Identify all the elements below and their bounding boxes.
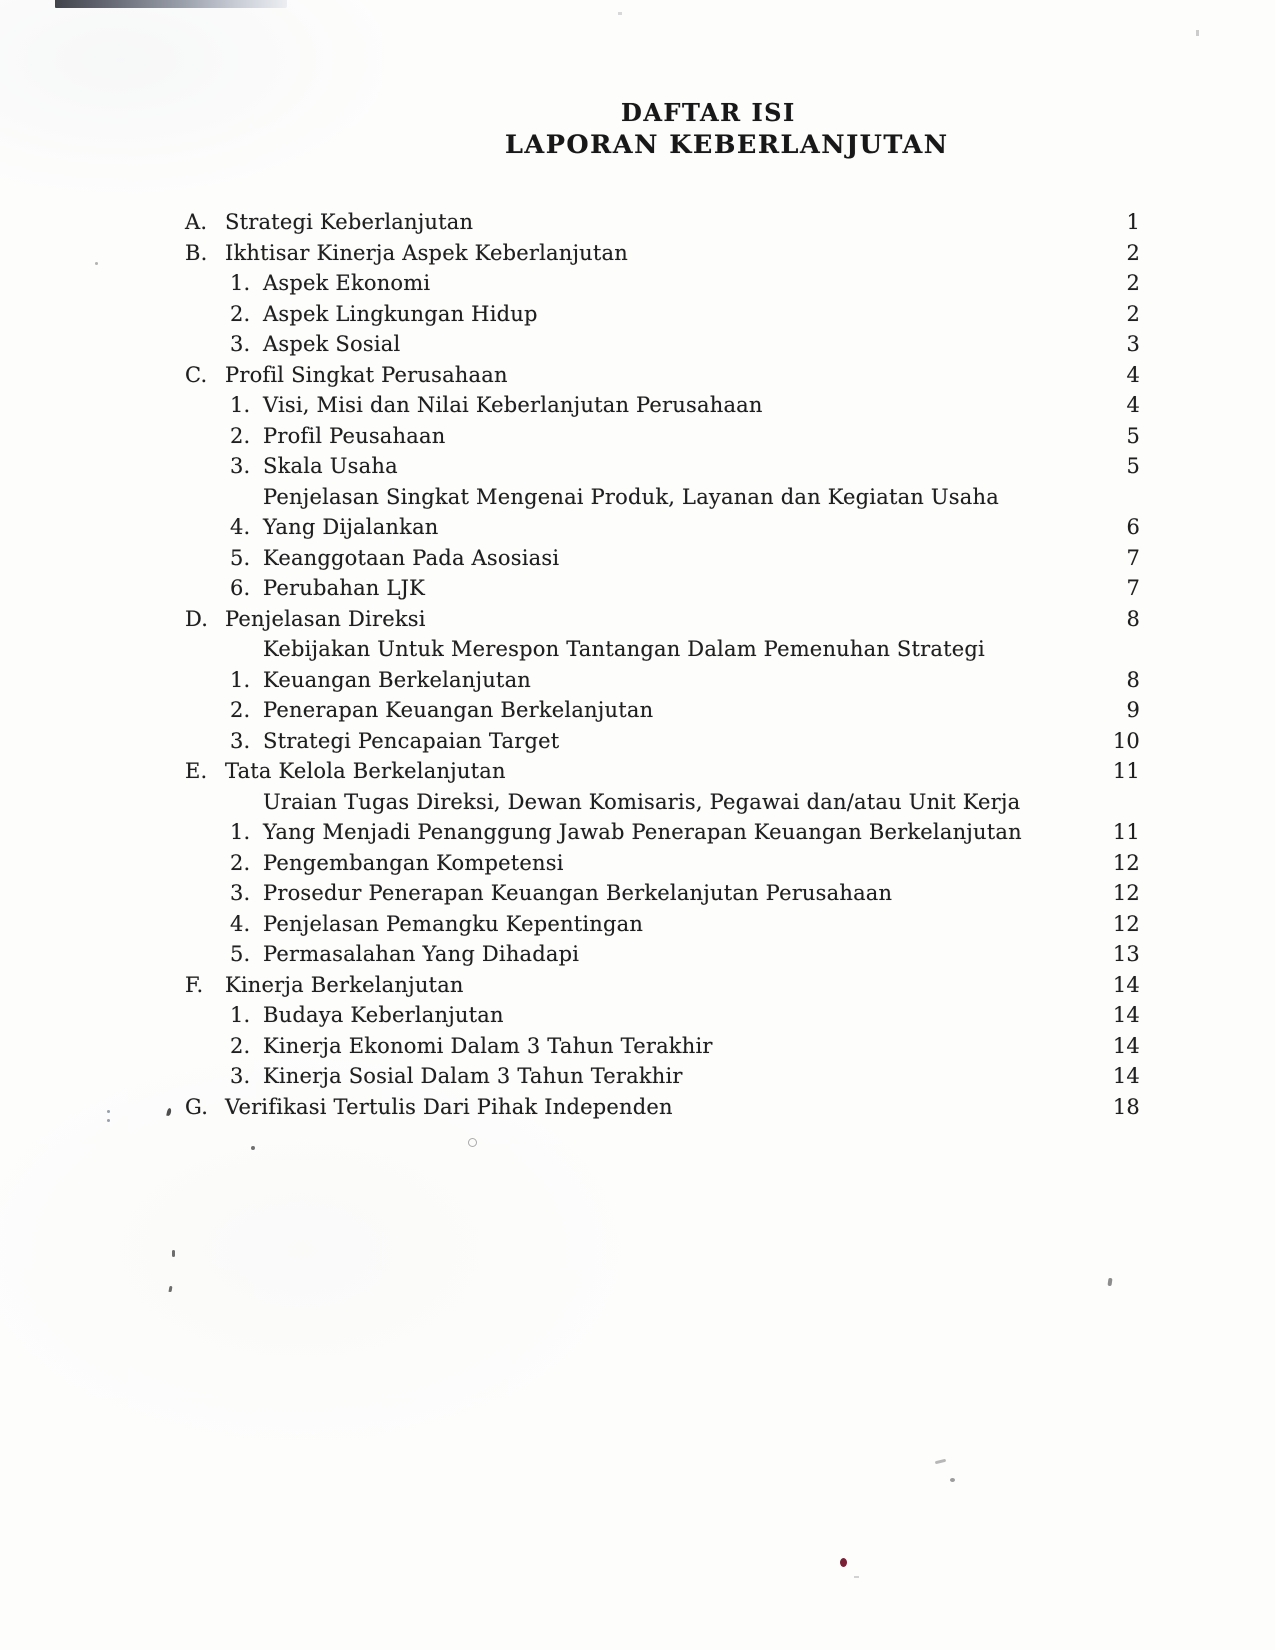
toc-entry-marker: 2.: [230, 301, 251, 326]
toc-entry: [185, 451, 1140, 482]
toc-entry-page: 2: [1126, 240, 1140, 265]
toc-entry-marker: 1.: [230, 820, 251, 844]
toc-entry-line: Penjelasan Singkat Mengenai Produk, Layanan dan Kegiatan Usaha: [263, 484, 999, 509]
toc-entry-marker: 3.: [230, 1064, 251, 1088]
toc-entry-page: 6: [1126, 515, 1140, 539]
toc-entry-page: 3: [1126, 332, 1140, 356]
toc-entry-line: Penjelasan Direksi: [225, 606, 426, 631]
toc-entry-page: 2: [1126, 301, 1140, 326]
toc-entry-marker: 3.: [230, 332, 251, 356]
toc-entry-title: [263, 482, 1082, 543]
toc-entry-marker: 1.: [230, 667, 251, 692]
scan-speck: [166, 1108, 172, 1117]
toc-entry-title: [225, 604, 1082, 635]
toc-entry-line: Aspek Ekonomi: [263, 271, 431, 295]
toc-entry: [185, 543, 1140, 574]
toc-entry: [185, 1061, 1140, 1092]
toc-entry-page: 18: [1112, 1094, 1140, 1119]
toc-entry-title: [263, 726, 1082, 757]
toc-entry-page: 2: [1126, 271, 1140, 295]
toc-entry-marker: 6.: [230, 576, 251, 600]
toc-entry-marker: C.: [185, 362, 208, 387]
toc-entry-page: 9: [1126, 698, 1140, 722]
toc-entry-page: 5: [1126, 454, 1140, 478]
toc-entry-line: Penerapan Keuangan Berkelanjutan: [263, 698, 654, 722]
toc-entry: [185, 360, 1140, 391]
toc-entry-title: [263, 695, 1082, 726]
toc-entry-page: 14: [1112, 1064, 1140, 1088]
toc-entry-line: Keanggotaan Pada Asosiasi: [263, 545, 560, 570]
table-of-contents: [185, 207, 1140, 1122]
toc-entry: [185, 909, 1140, 940]
toc-entry-marker: 3.: [230, 881, 251, 905]
toc-entry-marker: 2.: [230, 423, 251, 448]
toc-entry-line: Perubahan LJK: [263, 576, 426, 600]
toc-entry-line: Visi, Misi dan Nilai Keberlanjutan Perusahaan: [263, 393, 763, 417]
toc-entry-page: 8: [1126, 606, 1140, 631]
scan-speck: [950, 1478, 955, 1482]
toc-entry-line: Pengembangan Kompetensi: [263, 850, 564, 875]
toc-entry-page: 14: [1112, 1003, 1140, 1027]
toc-entry-marker: 1.: [230, 393, 251, 417]
toc-entry: [185, 726, 1140, 757]
toc-entry-title: [263, 1000, 1082, 1031]
toc-entry-marker: 5.: [230, 545, 251, 570]
toc-entry-marker: A.: [185, 210, 208, 234]
scan-speck: [169, 1286, 173, 1292]
toc-entry-title: [225, 970, 1082, 1001]
toc-entry: [185, 1031, 1140, 1062]
toc-entry: [185, 756, 1140, 787]
toc-entry-page: 12: [1112, 850, 1140, 875]
toc-entry-title: [263, 268, 1082, 299]
toc-entry-title: [263, 878, 1082, 909]
document-title: DAFTAR ISI: [621, 98, 796, 127]
toc-entry-title: [263, 848, 1082, 879]
toc-entry-marker: G.: [185, 1094, 209, 1119]
toc-entry-marker: D.: [185, 606, 209, 631]
toc-entry-marker: 2.: [230, 698, 251, 722]
toc-entry-line: Budaya Keberlanjutan: [263, 1003, 504, 1027]
toc-entry-marker: 3.: [230, 454, 251, 478]
toc-entry-line: Skala Usaha: [263, 454, 398, 478]
toc-entry-marker: 2.: [230, 1033, 251, 1058]
toc-entry-title: [263, 909, 1082, 940]
toc-entry-line: Aspek Sosial: [263, 332, 401, 356]
toc-entry: [185, 268, 1140, 299]
scan-speck: [935, 1459, 946, 1465]
scan-speck: [1196, 30, 1199, 36]
toc-entry-line: Strategi Pencapaian Target: [263, 728, 560, 753]
toc-entry-marker: E.: [185, 759, 208, 783]
toc-entry-page: 13: [1112, 942, 1140, 966]
toc-entry-page: 11: [1112, 759, 1140, 783]
toc-entry-page: 7: [1126, 576, 1140, 600]
toc-entry-marker: 1.: [230, 271, 251, 295]
toc-entry-title: [263, 573, 1082, 604]
toc-entry-page: 7: [1126, 545, 1140, 570]
toc-entry-title: [263, 1061, 1082, 1092]
toc-entry-line: Profil Peusahaan: [263, 423, 446, 448]
toc-entry-page: 1: [1126, 210, 1140, 234]
toc-entry: [185, 329, 1140, 360]
toc-entry-page: 10: [1112, 728, 1140, 753]
toc-entry: [185, 482, 1140, 543]
toc-entry-line: Profil Singkat Perusahaan: [225, 362, 508, 387]
scan-speck: [468, 1138, 477, 1147]
toc-entry-page: 12: [1112, 881, 1140, 905]
toc-entry-title: [225, 360, 1082, 391]
document-subtitle: LAPORAN KEBERLANJUTAN: [505, 130, 949, 160]
toc-entry: [185, 421, 1140, 452]
toc-entry-title: [263, 634, 1082, 695]
scan-speck: [251, 1146, 255, 1150]
toc-entry-line: Kinerja Sosial Dalam 3 Tahun Terakhir: [263, 1064, 683, 1088]
toc-entry-line: Kebijakan Untuk Merespon Tantangan Dalam Pemenuhan Strategi: [263, 637, 985, 661]
toc-entry-line: Aspek Lingkungan Hidup: [263, 301, 538, 326]
toc-entry-title: [263, 1031, 1082, 1062]
toc-entry-line: Prosedur Penerapan Keuangan Berkelanjutan Perusahaan: [263, 881, 893, 905]
toc-entry: [185, 604, 1140, 635]
toc-entry: [185, 878, 1140, 909]
toc-entry-title: [263, 451, 1082, 482]
ink-dot: [840, 1558, 847, 1567]
toc-entry-line: Uraian Tugas Direksi, Dewan Komisaris, Pegawai dan/atau Unit Kerja: [263, 789, 1021, 814]
toc-entry-marker: 1.: [230, 1003, 251, 1027]
toc-entry-title: [263, 329, 1082, 360]
toc-entry-marker: B.: [185, 240, 208, 265]
toc-entry-page: 8: [1126, 667, 1140, 692]
toc-entry-marker: F.: [185, 972, 204, 997]
scan-speck: [107, 1110, 110, 1113]
toc-entry: [185, 970, 1140, 1001]
toc-entry: [185, 238, 1140, 269]
toc-entry: [185, 1092, 1140, 1123]
toc-entry: [185, 1000, 1140, 1031]
toc-entry-marker: 5.: [230, 942, 251, 966]
toc-entry-title: [225, 756, 1082, 787]
toc-entry: [185, 939, 1140, 970]
scan-speck: [172, 1250, 175, 1257]
toc-entry: [185, 848, 1140, 879]
toc-entry-page: 11: [1112, 820, 1140, 844]
toc-entry-line: Permasalahan Yang Dihadapi: [263, 942, 580, 966]
toc-entry-marker: 2.: [230, 850, 251, 875]
toc-entry-marker: 4.: [230, 911, 251, 936]
toc-entry-page: 12: [1112, 911, 1140, 936]
toc-entry: [185, 390, 1140, 421]
toc-entry-page: 5: [1126, 423, 1140, 448]
toc-entry-title: [263, 421, 1082, 452]
scan-speck: [95, 262, 98, 265]
toc-entry-title: [263, 787, 1082, 848]
toc-entry-title: [263, 543, 1082, 574]
scan-speck: [1107, 1278, 1112, 1286]
toc-entry-line: Yang Menjadi Penanggung Jawab Penerapan Keuangan Berkelanjutan: [263, 820, 1022, 844]
toc-entry-line: Yang Dijalankan: [263, 515, 439, 539]
toc-entry: [185, 573, 1140, 604]
toc-entry-line: Kinerja Berkelanjutan: [225, 972, 464, 997]
toc-entry-title: [263, 939, 1082, 970]
toc-entry-page: 14: [1112, 1033, 1140, 1058]
toc-entry: [185, 787, 1140, 848]
toc-entry: [185, 634, 1140, 695]
toc-entry-marker: 4.: [230, 515, 251, 539]
toc-entry-title: [225, 207, 1082, 238]
toc-entry-line: Ikhtisar Kinerja Aspek Keberlanjutan: [225, 240, 628, 265]
toc-entry-page: 4: [1126, 362, 1140, 387]
toc-entry-line: Kinerja Ekonomi Dalam 3 Tahun Terakhir: [263, 1033, 713, 1058]
toc-entry-title: [225, 238, 1082, 269]
toc-entry: [185, 207, 1140, 238]
scan-speck: [107, 1119, 110, 1122]
toc-entry-line: Keuangan Berkelanjutan: [263, 667, 532, 692]
scan-speck: [618, 12, 622, 15]
scan-artifact-bar: [55, 0, 287, 8]
toc-entry-marker: 3.: [230, 728, 251, 753]
toc-entry: [185, 695, 1140, 726]
toc-entry: [185, 299, 1140, 330]
toc-entry-line: Strategi Keberlanjutan: [225, 210, 474, 234]
toc-entry-title: [263, 299, 1082, 330]
toc-entry-title: [263, 390, 1082, 421]
toc-entry-page: 4: [1126, 393, 1140, 417]
toc-entry-title: [225, 1092, 1082, 1123]
scan-speck: [854, 1576, 859, 1578]
toc-entry-line: Penjelasan Pemangku Kepentingan: [263, 911, 644, 936]
toc-entry-page: 14: [1112, 972, 1140, 997]
toc-entry-line: Verifikasi Tertulis Dari Pihak Independen: [225, 1094, 673, 1119]
toc-entry-line: Tata Kelola Berkelanjutan: [225, 759, 506, 783]
